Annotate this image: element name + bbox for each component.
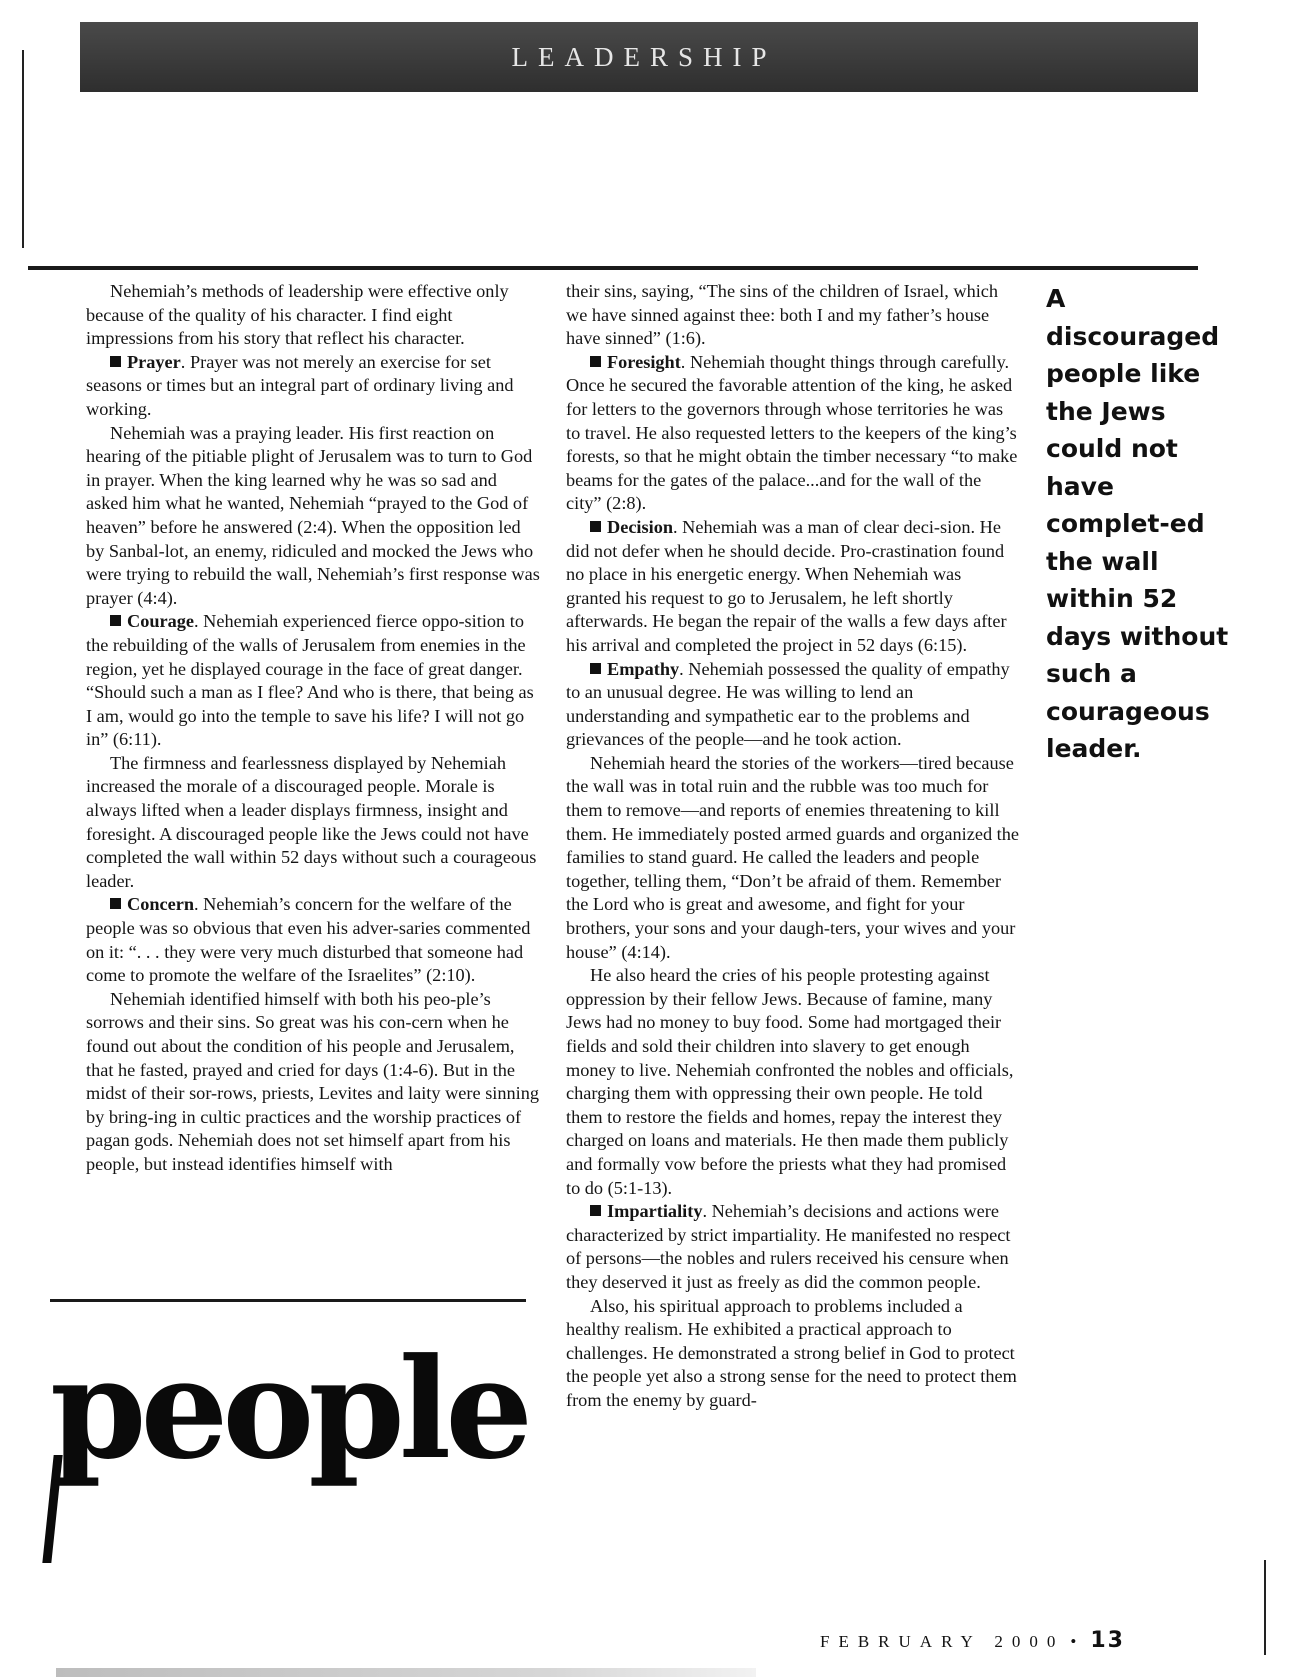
subhead-concern: Concern — [127, 894, 195, 915]
bullet-square-icon — [110, 356, 121, 367]
left-margin-rule — [22, 50, 24, 248]
right-margin-rule — [1264, 1560, 1266, 1655]
paragraph-text: . Nehemiah’s decisions and actions were characterized by strict impartiality. He manifested no respect of persons—the nobles and rulers received his censure when they deserved it just as freely as did the common people. — [566, 1201, 1011, 1292]
issue-date: FEBRUARY 2000 — [820, 1632, 1065, 1651]
pull-quote: A discouraged people like the Jews could not have complet-ed the wall within 52 days without such a courageous leader. — [1046, 284, 1229, 763]
paragraph-courage — [86, 610, 542, 752]
paragraph: Also, his spiritual approach to problems included a healthy realism. He exhibited a practical approach to challenges. He demonstrated a strong belief in God to protect the people yet also a strong sense for the need to protect them from the enemy by guard- — [566, 1295, 1017, 1410]
subhead-foresight: Foresight — [607, 351, 681, 372]
paragraph-text: . Nehemiah was a man of clear deci-sion. He did not defer when he should decide. Pro-crastination found no place in his energetic energy. When Nehemiah was granted his request to go to Jerusalem, he left shortly afterwards. He began the repair of the walls a few days after his arrival and completed the project in 52 days (6:15). — [566, 516, 1007, 655]
subhead-empathy: Empathy — [607, 658, 680, 679]
paragraph: He also heard the cries of his people protesting against oppression by their fellow Jews. Because of famine, many Jews had no money to buy food. Some had mortgaged their fields and sold their children into slavery to get enough money to live. Nehemiah confronted the nobles and officials, charging them with oppressing their own people. He told them to restore the fields and homes, repay the interest they charged on loans and materials. He then made them publicly and formally vow before the priests what they had promised to do (5:1-13). — [566, 965, 1014, 1198]
subhead-decision: Decision — [607, 516, 674, 537]
bullet-square-icon — [590, 356, 601, 367]
page-number: 13 — [1090, 1628, 1125, 1653]
paragraph-empathy — [566, 658, 1020, 752]
paragraph: Nehemiah’s methods of leadership were effective only because of the quality of his character. I find eight impressions from his story that reflect his character. — [86, 281, 509, 349]
paragraph: The firmness and fearlessness displayed by Nehemiah increased the morale of a discouraged people. Morale is always lifted when a leader displays firmness, insight and foresight. A discouraged people like the Jews could not have completed the wall within 52 days without such a courageous leader. — [86, 752, 537, 891]
bullet-square-icon — [590, 1205, 601, 1216]
bullet-square-icon — [590, 521, 601, 532]
paragraph-text: . Nehemiah experienced fierce oppo-sition to the rebuilding of the walls of Jerusalem from enemies in the region, yet he displayed courage in the face of great danger. “Should such a man as I flee? And who is there, that being as I am, would go into the temple to save his life? I will not go in” (6:11). — [86, 611, 534, 750]
paragraph-prayer — [86, 351, 542, 422]
paragraph: their sins, saying, “The sins of the children of Israel, which we have sinned against thee: both I and my father’s house have sinned” (1:6). — [566, 281, 999, 349]
paragraph-foresight — [566, 351, 1020, 516]
paragraph-text: . Prayer was not merely an exercise for set seasons or times but an integral part of ordinary living and working. — [86, 351, 514, 419]
paragraph-impartiality — [566, 1200, 1020, 1294]
bullet-dot-icon: • — [1070, 1632, 1077, 1651]
art-divider — [50, 1299, 526, 1302]
paragraph: Nehemiah heard the stories of the workers—tired because the wall was in total ruin and the rubble was too much for them to remove—and reports of enemies threatening to kill them. He immediately posted armed guards and organized the families to stand guard. He called the leaders and people together, telling them, “Don’t be afraid of them. Remember the Lord who is great and awesome, and fight for your brothers, your sons and your daugh-ters, your wives and your house” (4:14). — [566, 752, 1019, 962]
section-title: LEADERSHIP — [511, 41, 777, 72]
bullet-square-icon — [110, 615, 121, 626]
paragraph-text: . Nehemiah possessed the quality of empathy to an unusual degree. He was willing to lend an understanding and sympathetic ear to the problems and grievances of the people—and he took action. — [566, 658, 1010, 750]
bullet-square-icon — [110, 898, 121, 909]
subhead-impartiality: Impartiality — [607, 1201, 703, 1222]
paragraph-text: . Nehemiah’s concern for the welfare of the people was so obvious that even his adver-saries commented on it: “. . . they were very much disturbed that someone had come to promote the welfare of the Israelites” (2:10). — [86, 894, 531, 986]
paragraph: Nehemiah was a praying leader. His first reaction on hearing of the pitiable plight of Jerusalem was to turn to God in prayer. When the king learned why he was so sad and asked him what he wanted, Nehemiah “prayed to the God of heaven” before he answered (2:4). When the opposition led by Sanbal-lot, an enemy, ridiculed and mocked the Jews who were trying to rebuild the wall, Nehemiah’s first response was prayer (4:4). — [86, 422, 540, 608]
bottom-gray-bar — [56, 1668, 756, 1677]
paragraph-concern — [86, 893, 542, 987]
paragraph-decision — [566, 516, 1020, 658]
subhead-prayer: Prayer — [127, 351, 181, 372]
top-divider — [28, 266, 1198, 270]
subhead-courage: Courage — [127, 611, 195, 632]
page-footer — [820, 1628, 1200, 1653]
column-left — [86, 280, 542, 1177]
paragraph: Nehemiah identified himself with both his peo-ple’s sorrows and their sins. So great was his con-cern when he found out about the condition of his people and Jerusalem, that he fasted, prayed and cried for days (1:4-6). But in the midst of their sor-rows, priests, Levites and laity were sinning by bring-ing in cultic practices and the worship practices of pagan gods. Nehemiah does not set himself apart from his people, but instead identifies himself with — [86, 988, 540, 1174]
people-artwork-text: people — [50, 1327, 528, 1490]
column-middle — [566, 280, 1020, 1413]
section-banner — [80, 22, 1198, 92]
bullet-square-icon — [590, 663, 601, 674]
paragraph-text: . Nehemiah thought things through carefully. Once he secured the favorable attention of the king, he asked for letters to the governors through whose territories he was to travel. He also requested letters to the keepers of the king’s forests, so that he might obtain the timber necessary “to make beams for the gates of the palace...and for the wall of the city” (2:8). — [566, 351, 1018, 514]
